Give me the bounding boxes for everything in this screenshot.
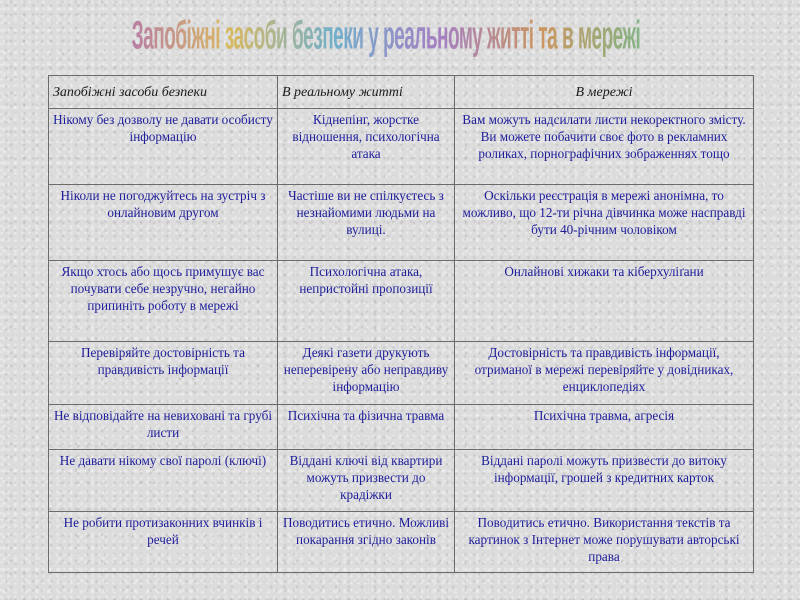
- table-row: [49, 342, 754, 405]
- cell-real-life: Поводитись етично. Можливі покарання згідно законів: [278, 512, 455, 573]
- cell-precaution: Якщо хтось або щось примушує вас почувати себе незручно, негайно припиніть роботу в мережі: [49, 261, 278, 342]
- cell-online: Віддані паролі можуть призвести до витоку інформації, грошей з кредитних карток: [455, 450, 754, 512]
- cell-real-life: Кіднепінг, жорстке відношення, психологічна атака: [278, 109, 455, 185]
- safety-table: [48, 75, 754, 573]
- table-row: [49, 109, 754, 185]
- cell-precaution: Нікому без дозволу не давати особисту інформацію: [49, 109, 278, 185]
- table-row: [49, 405, 754, 450]
- cell-precaution: Ніколи не погоджуйтесь на зустріч з онлайновим другом: [49, 185, 278, 261]
- header-precautions: Запобіжні засоби безпеки: [49, 76, 278, 109]
- cell-online: Онлайнові хижаки та кіберхуліґани: [455, 261, 754, 342]
- table-row: [49, 512, 754, 573]
- cell-real-life: Деякі газети друкують неперевірену або неправдиву інформацію: [278, 342, 455, 405]
- cell-online: Поводитись етично. Використання текстів та картинок з Інтернет може порушувати авторські права: [455, 512, 754, 573]
- cell-precaution: Не робити протизаконних вчинків і речей: [49, 512, 278, 573]
- cell-precaution: Не відповідайте на невиховані та грубі листи: [49, 405, 278, 450]
- cell-real-life: Психічна та фізична травма: [278, 405, 455, 450]
- cell-online: Психічна травма, агресія: [455, 405, 754, 450]
- cell-online: Оскільки реєстрація в мережі анонімна, то можливо, що 12-ти річна дівчинка може насправді бути 40-річним чоловіком: [455, 185, 754, 261]
- header-online: В мережі: [455, 76, 754, 109]
- cell-precaution: Не давати нікому свої паролі (ключі): [49, 450, 278, 512]
- cell-online: Достовірність та правдивість інформації, отриманої в мережі перевіряйте у довідниках, енциклопедіях: [455, 342, 754, 405]
- cell-precaution: Перевіряйте достовірність та правдивість інформації: [49, 342, 278, 405]
- table-row: [49, 261, 754, 342]
- cell-real-life: Віддані ключі від квартири можуть призвести до крадіжки: [278, 450, 455, 512]
- cell-online: Вам можуть надсилати листи некоректного змісту. Ви можете побачити своє фото в рекламних роликах, порнографічних зображеннях тощо: [455, 109, 754, 185]
- cell-real-life: Частіше ви не спілкуєтесь з незнайомими людьми на вулиці.: [278, 185, 455, 261]
- table-row: [49, 450, 754, 512]
- table-row: [49, 185, 754, 261]
- header-real-life: В реальному житті: [278, 76, 455, 109]
- table-header-row: [49, 76, 754, 109]
- slide-title: Запобіжні засоби безпеки у реальному житті та в мережі: [126, 0, 646, 97]
- cell-real-life: Психологічна атака, непристойні пропозиції: [278, 261, 455, 342]
